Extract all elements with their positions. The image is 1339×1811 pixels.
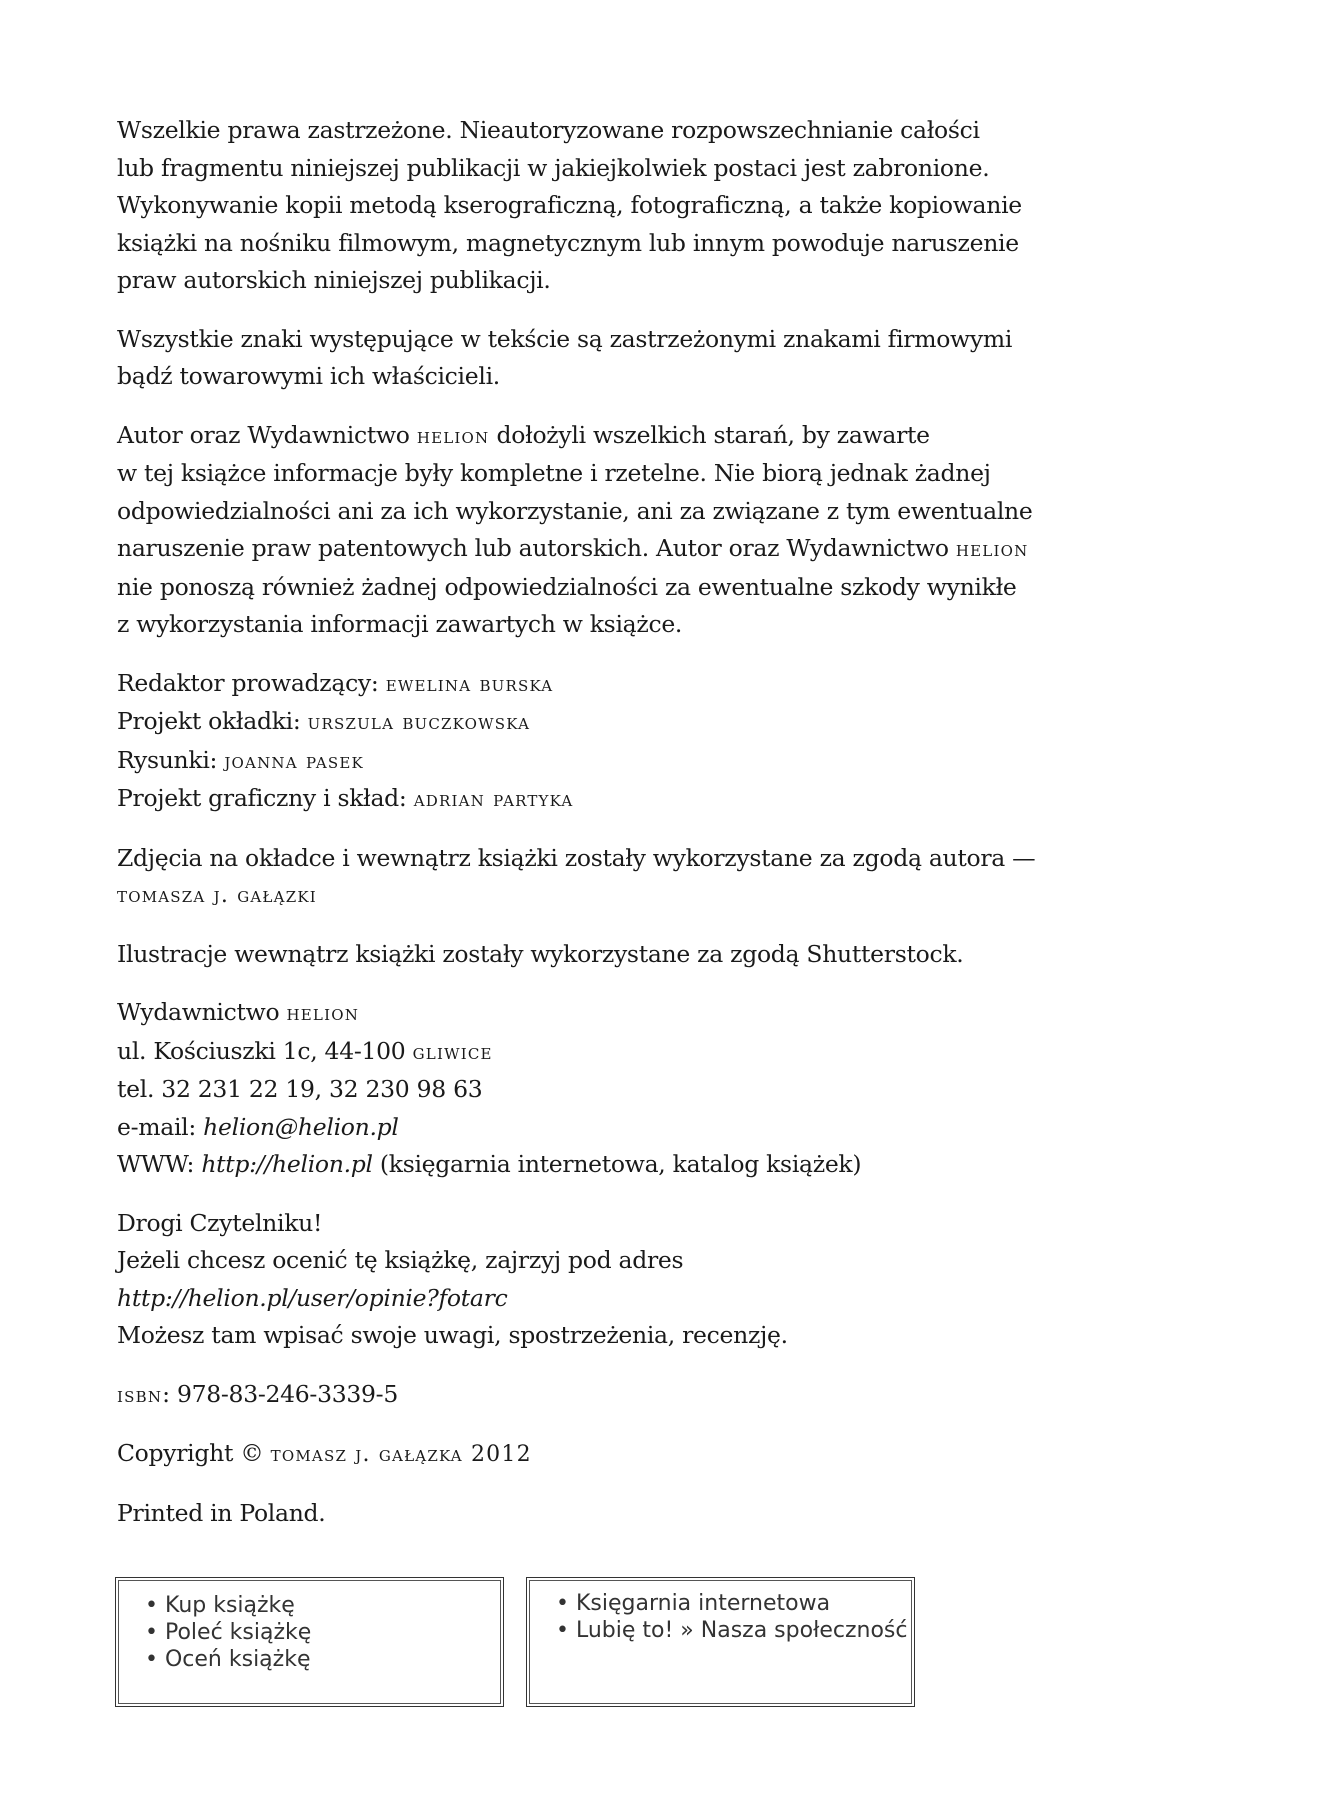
rights-line: praw autorskich niniejszej publikacji.	[117, 266, 551, 294]
opinion-link[interactable]: http://helion.pl/user/opinie?fotarc	[117, 1283, 508, 1312]
copyright-line: Copyright © tomasz j. gałązka 2012	[117, 1439, 532, 1467]
online-bookstore-link[interactable]: • Księgarnia internetowa	[556, 1590, 914, 1617]
email-link[interactable]: helion@helion.pl	[203, 1112, 399, 1141]
rights-line: Wszelkie prawa zastrzeżone. Nieautoryzowane rozpowszechnianie całości	[117, 116, 980, 144]
isbn-paragraph	[117, 1376, 1157, 1415]
credits-paragraph	[117, 665, 1157, 819]
publisher-name-line: Wydawnictwo helion	[117, 998, 360, 1026]
disclaimer-line: w tej książce informacje były kompletne i rzetelne. Nie biorą jednak żadnej	[117, 459, 991, 487]
publisher-phone: tel. 32 231 22 19, 32 230 98 63	[117, 1075, 483, 1103]
recommend-book-link[interactable]: • Poleć książkę	[145, 1619, 503, 1646]
disclaimer-line: naruszenie praw patentowych lub autorskich. Autor oraz Wydawnictwo helion	[117, 534, 1029, 562]
disclaimer-paragraph	[117, 417, 1157, 644]
photos-author: tomasza j. gałązki	[117, 883, 317, 908]
trademarks-line: Wszystkie znaki występujące w tekście są zastrzeżonymi znakami firmowymi	[117, 324, 1013, 353]
buy-book-link[interactable]: • Kup książkę	[145, 1592, 503, 1619]
copyright-page	[117, 112, 1157, 1553]
credit-editor: Redaktor prowadzący: ewelina burska	[117, 668, 554, 697]
trademarks-line: bądź towarowymi ich właścicieli.	[117, 362, 500, 390]
publisher-paragraph	[117, 994, 1157, 1184]
photos-paragraph	[117, 840, 1157, 915]
disclaimer-line: nie ponoszą również żadnej odpowiedzialności za ewentualne szkody wynikłe	[117, 572, 1017, 601]
disclaimer-line: Autor oraz Wydawnictwo helion dołożyli wszelkich starań, by zawarte	[117, 420, 930, 449]
publisher-name: helion	[955, 537, 1029, 562]
publisher-www-line: WWW: http://helion.pl (księgarnia internetowa, katalog książek)	[117, 1150, 862, 1178]
credit-layout: Projekt graficzny i skład: adrian partyka	[117, 784, 574, 812]
community-links-box	[526, 1577, 915, 1707]
publisher-address: ul. Kościuszki 1c, 44-100 gliwice	[117, 1036, 493, 1065]
trademarks-paragraph	[117, 321, 1157, 396]
book-actions-box	[115, 1577, 504, 1707]
rights-line: lub fragmentu niniejszej publikacji w jakiejkolwiek postaci jest zabronione.	[117, 153, 990, 182]
credit-cover: Projekt okładki: urszula buczkowska	[117, 707, 531, 735]
reader-note: Możesz tam wpisać swoje uwagi, spostrzeżenia, recenzję.	[117, 1321, 788, 1349]
disclaimer-line: odpowiedzialności ani za ich wykorzystanie, ani za związane z tym ewentualne	[117, 496, 1033, 525]
illustrations-paragraph	[117, 936, 1157, 974]
like-community-link[interactable]: • Lubię to! » Nasza społeczność	[556, 1617, 914, 1644]
disclaimer-line: z wykorzystania informacji zawartych w książce.	[117, 610, 683, 638]
www-link[interactable]: http://helion.pl	[201, 1150, 373, 1178]
reader-greeting: Drogi Czytelniku!	[117, 1208, 323, 1237]
printed-line: Printed in Poland.	[117, 1498, 326, 1527]
publisher-email-line: e-mail: helion@helion.pl	[117, 1112, 399, 1141]
rights-paragraph	[117, 112, 1157, 300]
credit-drawings: Rysunki: joanna pasek	[117, 745, 364, 774]
rights-line: Wykonywanie kopii metodą kserograficzną, fotograficzną, a także kopiowanie	[117, 191, 1022, 219]
photos-text: Zdjęcia na okładce i wewnątrz książki zostały wykorzystane za zgodą autora —	[117, 843, 1036, 872]
reader-paragraph	[117, 1205, 1157, 1355]
rights-line: książki na nośniku filmowym, magnetycznym lub innym powoduje naruszenie	[117, 228, 1019, 257]
isbn-line: isbn: 978-83-246-3339-5	[117, 1379, 398, 1408]
publisher-name: helion	[416, 423, 490, 449]
copyright-paragraph	[117, 1435, 1157, 1474]
illustrations-text: Ilustracje wewnątrz książki zostały wykorzystane za zgodą Shutterstock.	[117, 939, 964, 968]
rate-book-link[interactable]: • Oceń książkę	[145, 1646, 503, 1673]
reader-invite: Jeżeli chcesz ocenić tę książkę, zajrzyj pod adres	[117, 1246, 684, 1274]
printed-paragraph	[117, 1495, 1157, 1533]
